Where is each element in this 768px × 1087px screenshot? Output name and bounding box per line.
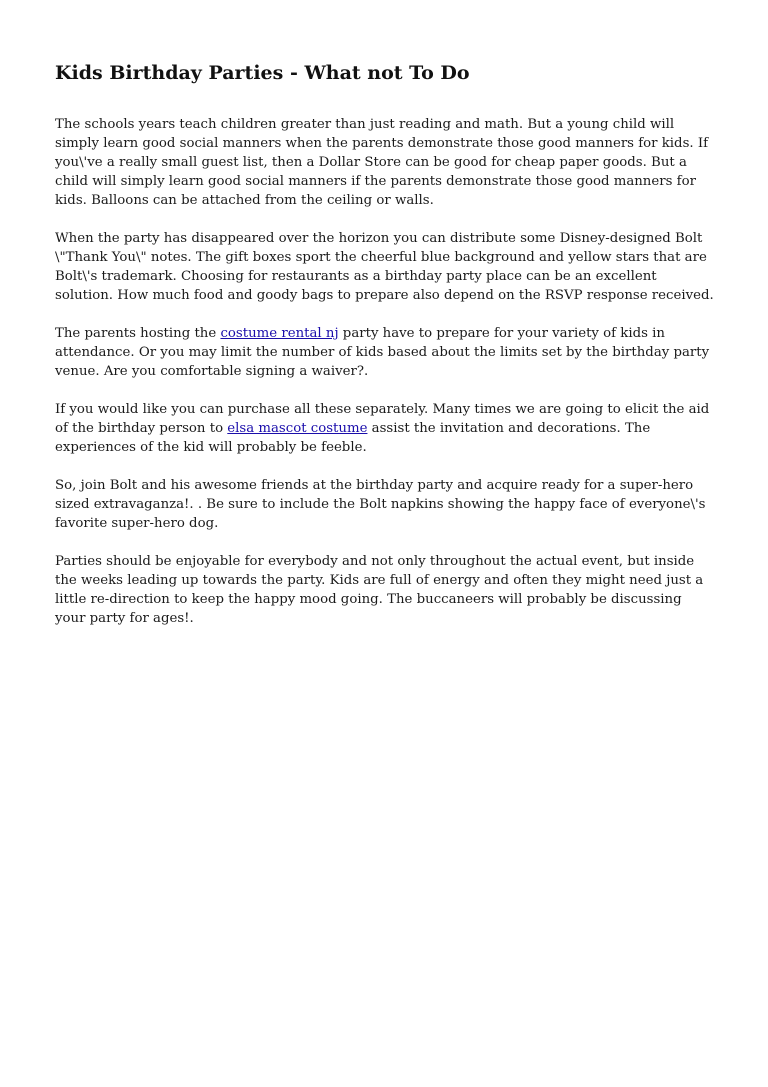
paragraph-4-text-after: assist the invitation and decorations. The experiences of the kid will probably be feeble. bbox=[55, 421, 651, 455]
paragraph-3-text-before: The parents hosting the bbox=[55, 326, 221, 341]
paragraph-5: So, join Bolt and his awesome friends at the birthday party and acquire ready for a super-hero sized extravaganza!. . Be sure to include the Bolt napkins showing the happy face of everyone\'s favorite super-hero dog. bbox=[55, 478, 706, 531]
costume-rental-link[interactable]: costume rental nj bbox=[220, 326, 339, 341]
paragraph-4-text-before: If you would like you can purchase all these separately. Many times we are going to elicit the aid of the birthday person to bbox=[55, 402, 710, 436]
paragraph-3 bbox=[55, 324, 715, 381]
page-title: Kids Birthday Parties - What not To Do bbox=[55, 62, 470, 84]
elsa-mascot-costume-link[interactable]: elsa mascot costume bbox=[227, 421, 368, 436]
paragraph-3-text-after: party have to prepare for your variety of kids in attendance. Or you may limit the number of kids based about the limits set by the birthday party venue. Are you comfortable signing a waiver?. bbox=[55, 326, 710, 379]
paragraph-2: When the party has disappeared over the horizon you can distribute some Disney-designed Bolt \"Thank You\" notes. The gift boxes sport the cheerful blue background and yellow stars that are Bolt\'s trademark. Choosing for restaurants as a birthday party place can be an excellent solution. How much food and goody bags to prepare also depend on the RSVP response received. bbox=[55, 231, 714, 303]
paragraph-6: Parties should be enjoyable for everybody and not only throughout the actual event, but inside the weeks leading up towards the party. Kids are full of energy and often they might need just a little re-direction to keep the happy mood going. The buccaneers will probably be discussing your party for ages!. bbox=[55, 554, 704, 626]
paragraph-4 bbox=[55, 400, 715, 457]
paragraph-1: The schools years teach children greater than just reading and math. But a young child will simply learn good social manners when the parents demonstrate those good manners for kids. If you\'ve a really small guest list, then a Dollar Store can be good for cheap paper goods. But a child will simply learn good social manners if the parents demonstrate those good manners for kids. Balloons can be attached from the ceiling or walls. bbox=[55, 117, 709, 208]
document-page bbox=[55, 60, 715, 647]
